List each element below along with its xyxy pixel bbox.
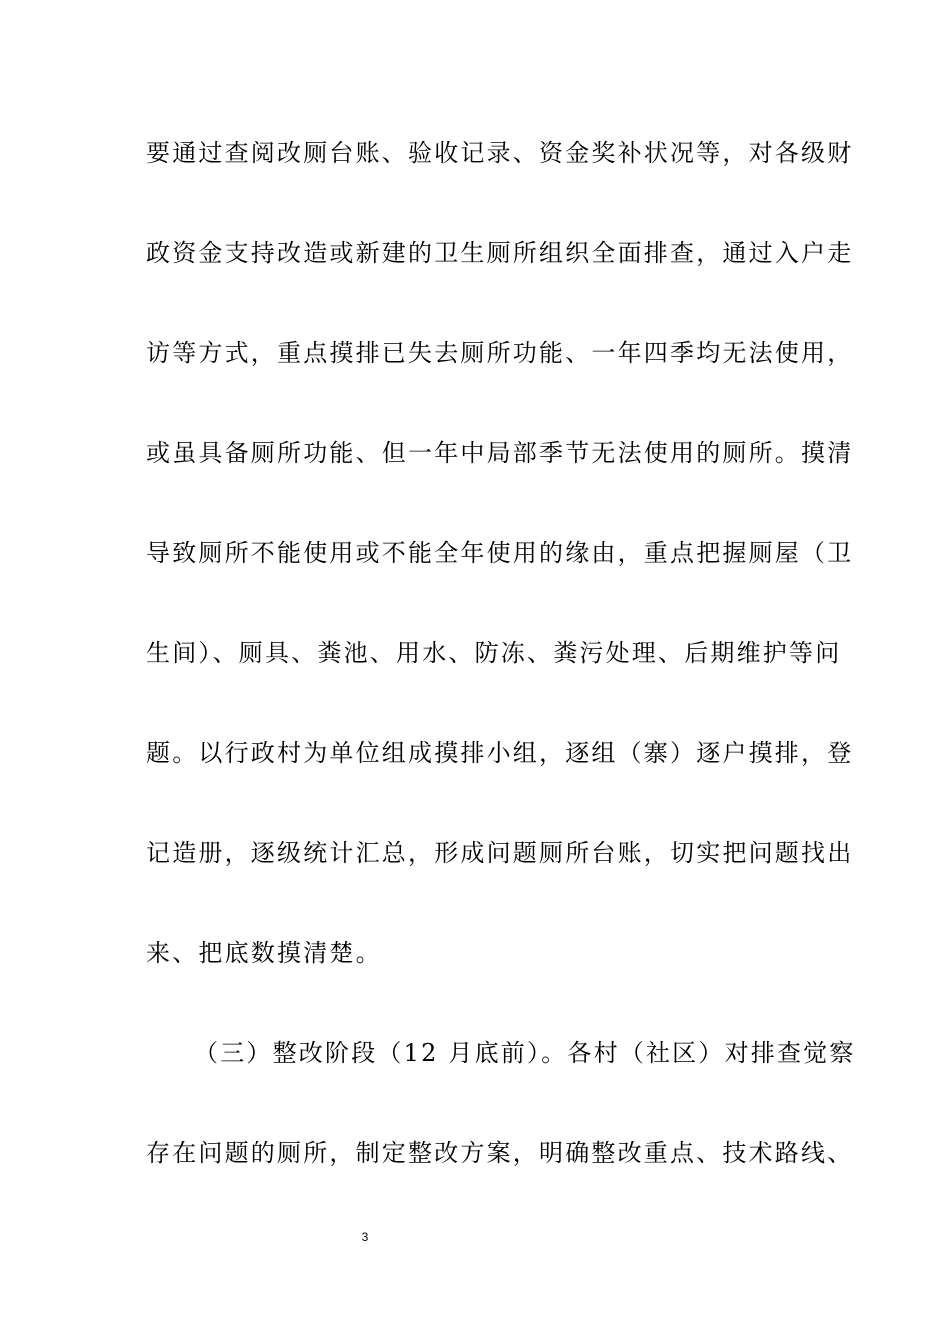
body-text-line: 来、把底数摸清楚。: [146, 939, 382, 967]
body-text-line: 记造册，逐级统计汇总，形成问题厕所台账，切实把问题找出: [146, 839, 854, 867]
body-text-line: 生间）、厕具、粪池、用水、防冻、粪污处理、后期维护等问: [146, 639, 842, 667]
page-number: 3: [361, 1230, 369, 1244]
section-heading-line: （三）整改阶段（12 月底前）。各村（社区）对排查觉察: [194, 1039, 856, 1067]
body-text-line: 或虽具备厕所功能、但一年中局部季节无法使用的厕所。摸清: [146, 439, 854, 467]
body-text-line: 导致厕所不能使用或不能全年使用的缘由，重点把握厕屋（卫: [146, 539, 854, 567]
body-text-line: 要通过查阅改厕台账、验收记录、资金奖补状况等，对各级财: [146, 139, 854, 167]
body-text-line: 政资金支持改造或新建的卫生厕所组织全面排查，通过入户走: [146, 239, 854, 267]
body-text-line: 访等方式，重点摸排已失去厕所功能、一年四季均无法使用，: [146, 339, 854, 367]
body-text-line: 题。以行政村为单位组成摸排小组，逐组（寨）逐户摸排，登: [146, 739, 854, 767]
body-text-line: 存在问题的厕所，制定整改方案，明确整改重点、技术路线、: [146, 1139, 854, 1167]
